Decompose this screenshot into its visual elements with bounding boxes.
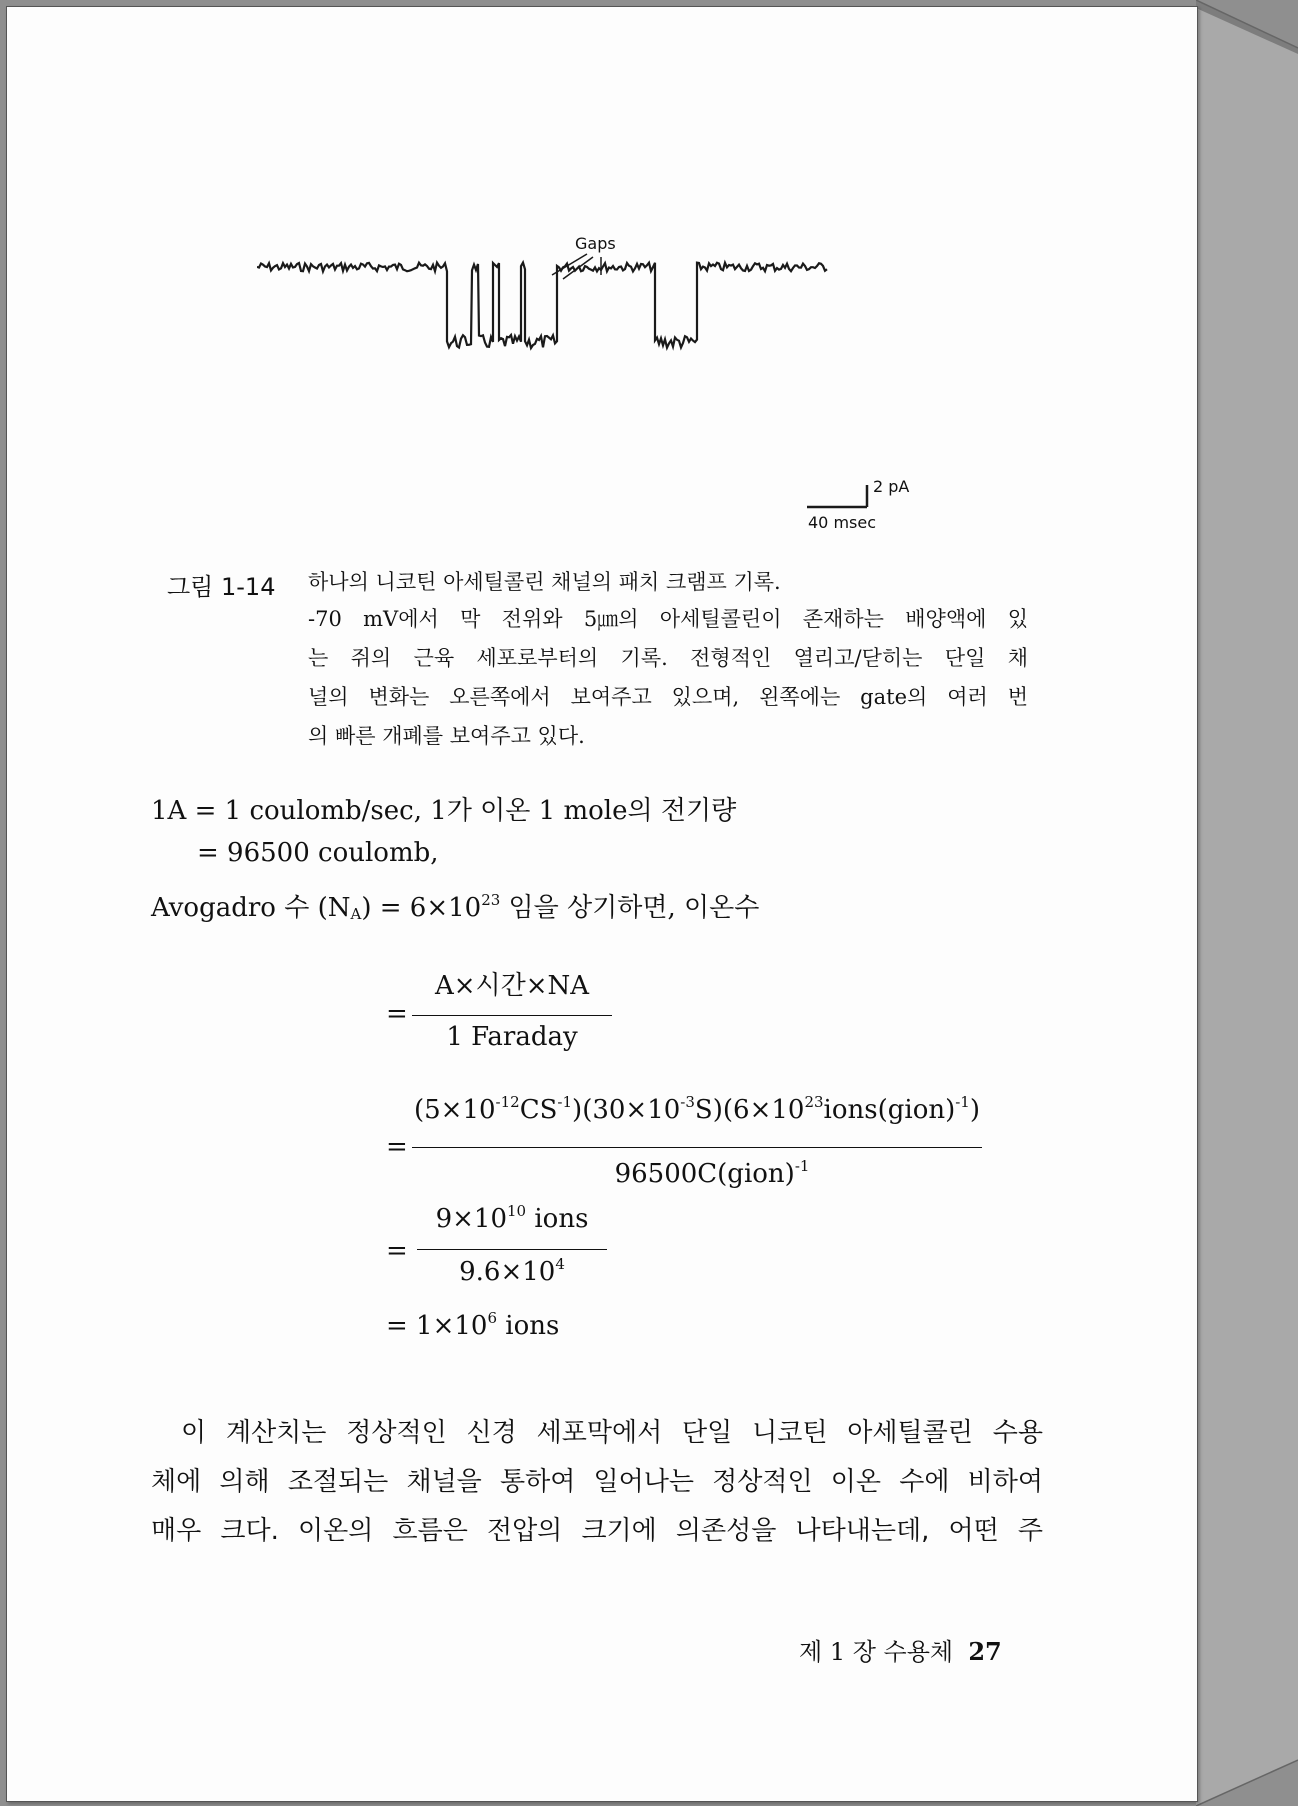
fraction-bar: [417, 1249, 607, 1250]
result-line: = $1\times 10^6$ ions: [386, 1308, 560, 1341]
word: 근육: [413, 646, 455, 670]
body-text-line: [151, 1461, 1043, 1498]
word: 이온: [830, 1467, 882, 1497]
figure-caption-line: [308, 607, 1028, 632]
word: 의해: [219, 1467, 270, 1497]
scale-current-label: 2 pA: [873, 477, 910, 496]
word: 체에: [151, 1467, 202, 1497]
fraction-bar: [412, 1015, 612, 1016]
gaps-label: Gaps: [575, 234, 616, 253]
word: 매우: [151, 1516, 202, 1546]
equals-sign: =: [386, 1132, 408, 1162]
fraction-1-denominator: 1 Faraday: [446, 1022, 578, 1052]
fraction-2-denominator: 96500C(gion)$^{-1}$: [614, 1156, 810, 1189]
page-footer: [799, 1632, 1002, 1667]
body-text-line: [151, 1510, 1043, 1547]
word: 여러: [947, 685, 988, 709]
word: 채: [1007, 646, 1028, 670]
patch-clamp-figure: [257, 227, 957, 547]
word: 니코틴: [752, 1418, 828, 1448]
word: 쥐의: [350, 646, 392, 670]
figure-caption-line: [308, 685, 1028, 710]
word: 어떤: [948, 1516, 999, 1546]
word: mV에서: [363, 607, 439, 631]
word: 크기에: [581, 1516, 657, 1546]
word: gate의: [860, 685, 928, 709]
word: 신경: [466, 1418, 517, 1448]
word: 일어나는: [593, 1467, 694, 1497]
scale-time-label: 40 msec: [808, 513, 877, 532]
page-number: 27: [968, 1637, 1002, 1666]
word: 이: [181, 1418, 207, 1448]
word: 비하여: [967, 1467, 1043, 1497]
word: 세포로부터의: [476, 646, 599, 670]
fraction-3-denominator: $9.6\times 10^4$: [459, 1254, 565, 1287]
fraction-3-numerator: $9\times 10^{10}$ ions: [435, 1201, 589, 1234]
equation-line-1: 1A = 1 coulomb/sec, 1가 이온 1 mole의 전기량: [151, 796, 737, 826]
word: 정상적인: [346, 1418, 447, 1448]
word: 전형적인: [690, 646, 772, 670]
book-page: [6, 6, 1198, 1802]
word: 는: [308, 646, 329, 670]
body-text-line: [151, 1412, 1043, 1449]
word: 배양액에: [905, 607, 987, 631]
word: 있: [1007, 607, 1028, 631]
word: 열리고/닫히는: [793, 646, 923, 670]
word: 단일: [944, 646, 986, 670]
word: 아세틸콜린: [847, 1418, 973, 1448]
chapter-title: 제 1 장 수용체: [799, 1638, 954, 1666]
book-edge: [1196, 0, 1298, 1806]
current-trace: [257, 227, 957, 547]
word: 기록.: [620, 646, 668, 670]
word: 수용: [992, 1418, 1043, 1448]
figure-caption-line: 의 빠른 개폐를 보여주고 있다.: [308, 724, 585, 748]
equation-line-2: = 96500 coulomb,: [197, 838, 439, 868]
equals-sign: =: [386, 999, 408, 1029]
figure-number: 그림 1-14: [167, 573, 276, 601]
word: 존재하는: [802, 607, 884, 631]
word: 크다.: [220, 1516, 279, 1546]
fraction-bar: [412, 1147, 982, 1148]
word: 계산치는: [225, 1418, 327, 1448]
equation-line-3: Avogadro 수 $(N_A) = 6\times 10^{23}$ 임을 상기하면, 이온수: [151, 890, 760, 923]
word: 전압의: [486, 1516, 563, 1546]
word: 통하여: [499, 1467, 576, 1497]
figure-caption-title: 하나의 니코틴 아세틸콜린 채널의 패치 크램프 기록.: [308, 570, 781, 594]
word: 조절되는: [287, 1467, 389, 1497]
word: 널의: [308, 685, 349, 709]
word: 전위와: [501, 607, 563, 631]
equals-sign: =: [386, 1236, 408, 1266]
word: 변화는: [368, 685, 430, 709]
word: 왼쪽에는: [759, 685, 841, 709]
fraction-1-numerator: A×시간×NA: [434, 971, 590, 1001]
word: 아세틸콜린이: [659, 607, 782, 631]
word: 나타내는데,: [795, 1516, 930, 1546]
word: 주: [1017, 1516, 1043, 1546]
word: 세포막에서: [536, 1418, 663, 1448]
fraction-2-numerator: $(5\times 10^{-12}CS^{-1})(30\times 10^{-3}S)(6\times 10^{23}ions(gion)^{-1})$: [413, 1092, 981, 1125]
word: 5㎛의: [583, 607, 639, 631]
word: 정상적인: [712, 1467, 813, 1497]
word: 막: [460, 607, 481, 631]
word: 단일: [682, 1418, 733, 1448]
figure-caption-line: [308, 646, 1028, 671]
word: 이온의: [297, 1516, 374, 1546]
word: 오른쪽에서: [449, 685, 551, 709]
word: 채널을: [406, 1467, 482, 1497]
word: 보여주고: [570, 685, 652, 709]
trace-path: [257, 263, 827, 348]
word: 수에: [899, 1467, 950, 1497]
word: 흐름은: [392, 1516, 468, 1546]
word: 번: [1007, 685, 1028, 709]
word: -70: [308, 607, 342, 631]
word: 있으며,: [671, 685, 740, 709]
word: 의존성을: [675, 1516, 777, 1546]
